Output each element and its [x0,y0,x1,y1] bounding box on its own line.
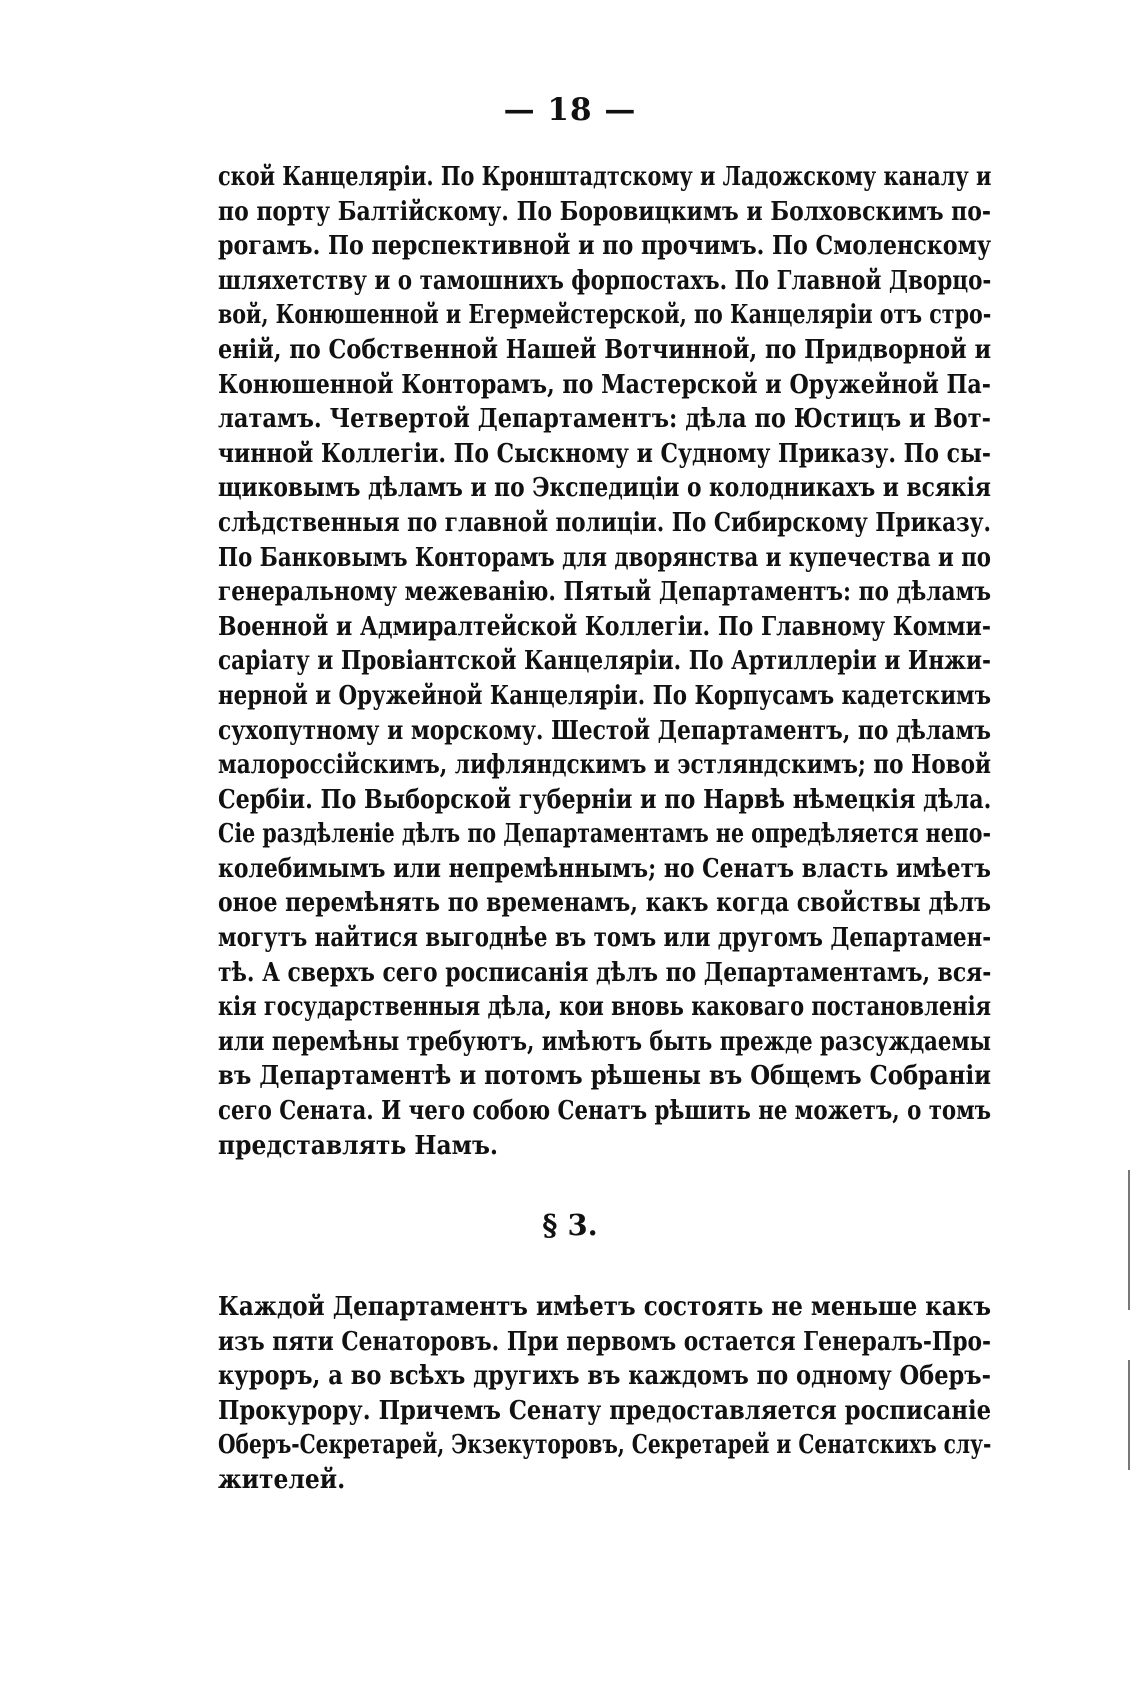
text-line: По Банковымъ Конторамъ для дворянства и купечества и по [218,542,991,573]
text-line: нерной и Оружейной Канцеляріи. По Корпусамъ кадетскимъ [218,680,991,711]
text-line: Прокурору. Причемъ Сенату предоставляется росписаніе [218,1395,992,1426]
text-line: Сіе раздѣленіе дѣлъ по Департаментамъ не опредѣляется непо- [218,819,991,850]
text-line: латамъ. Четвертой Департаментъ: дѣла по Юстицъ и Вот- [218,404,991,435]
text-line: сухопутному и морскому. Шестой Департаментъ, по дѣламъ [218,715,991,746]
margin-rule [1128,1360,1130,1470]
page-number: — 18 — [503,92,637,128]
text-line: чинной Коллегіи. По Сыскному и Судному Приказу. По сы- [218,438,992,469]
text-line: тѣ. А сверхъ сего росписанія дѣлъ по Департаментамъ, вся- [218,957,992,988]
section3-text-block [218,1290,991,1498]
section-heading: § 3. [542,1208,598,1242]
text-line: Сербіи. По Выборской губерніи и по Нарвѣ нѣмецкія дѣла. [218,784,992,815]
text-line: Оберъ-Секретарей, Экзекуторовъ, Секретарей и Сенатскихъ слу- [218,1430,992,1461]
text-line: еній, по Собственной Нашей Вотчинной, по Придворной и [218,334,992,365]
margin-rule [1128,1170,1130,1310]
text-line: ской Канцеляріи. По Кронштадтскому и Ладожскому каналу и [218,162,992,192]
text-line: или перемѣны требуютъ, имѣютъ быть прежде разсуждаемы [218,1026,991,1057]
text-line: въ Департаментѣ и потомъ рѣшены въ Общемъ Собраніи [218,1061,992,1092]
text-line: рогамъ. По перспективной и по прочимъ. По Смоленскому [218,231,992,262]
text-line: саріату и Провіантской Канцеляріи. По Артиллеріи и Инжи- [218,646,991,677]
text-line: слѣдственныя по главной полиціи. По Сибирскому Приказу. [218,507,991,538]
text-line: кія государственныя дѣла, кои вновь каковаго постановленія [218,992,992,1023]
text-line: вой, Конюшенной и Егермейстерской, по Канцеляріи отъ стро- [218,300,992,331]
text-line: могутъ найтися выгоднѣе въ томъ или другомъ Департамен- [218,923,992,954]
text-line: жителей. [218,1464,346,1495]
text-line: генеральному межеванію. Пятый Департаментъ: по дѣламъ [218,577,992,608]
text-line: Каждой Департаментъ имѣетъ состоять не меньше какъ [218,1292,991,1322]
text-line: представлять Намъ. [218,1130,499,1161]
text-line: изъ пяти Сенаторовъ. При первомъ остается Генералъ-Про- [218,1326,992,1357]
text-line: щиковымъ дѣламъ и по Экспедиціи о колодникахъ и всякія [218,473,991,504]
text-line: по порту Балтійскому. По Боровицкимъ и Болховскимъ по- [218,196,991,227]
text-line: Конюшенной Конторамъ, по Мастерской и Оружейной Па- [218,369,991,400]
text-line: Военной и Адмиралтейской Коллегіи. По Главному Комми- [218,611,991,642]
text-line: куроръ, а во всѣхъ другихъ въ каждомъ по одному Оберъ- [218,1361,991,1392]
text-line: малороссійскимъ, лифляндскимъ и эстляндскимъ; по Новой [218,750,991,781]
text-line: оное перемѣнять по временамъ, какъ когда свойствы дѣлъ [218,888,992,919]
main-text-block [218,160,991,1163]
text-line: колебимымъ или непремѣннымъ; но Сенатъ власть имѣетъ [218,853,991,884]
text-line: сего Сената. И чего собою Сенатъ рѣшить не можетъ, о томъ [218,1096,992,1127]
text-line: шляхетству и о тамошнихъ форпостахъ. По Главной Дворцо- [218,265,992,296]
